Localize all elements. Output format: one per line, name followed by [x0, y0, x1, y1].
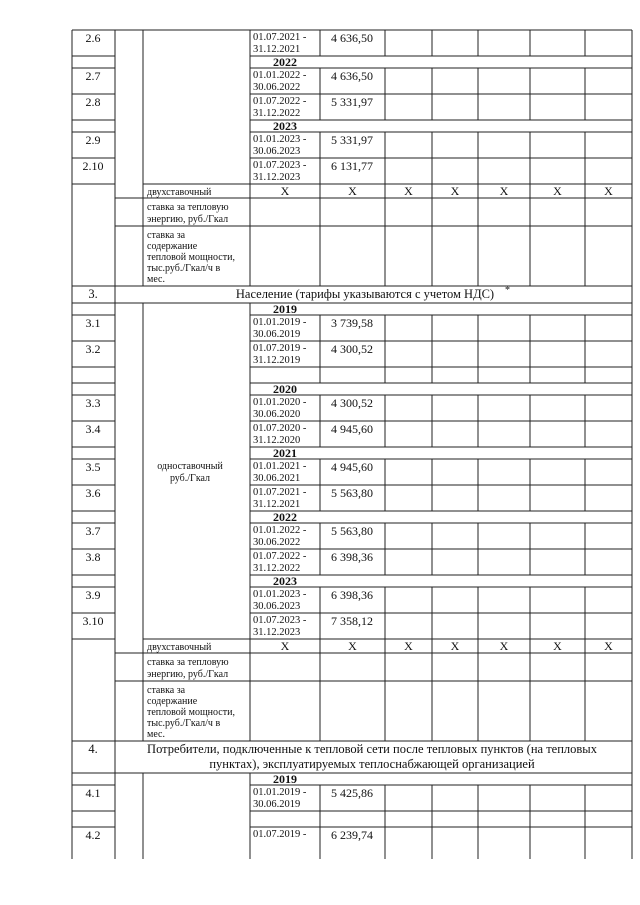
- period-start: 01.07.2023 -: [253, 615, 307, 626]
- period-start: 01.07.2020 -: [253, 423, 307, 434]
- year-heading: 2021: [273, 446, 297, 460]
- period-end: 30.06.2021: [253, 473, 301, 484]
- tariff-value: 4 945,60: [331, 422, 373, 436]
- energy-rate-label: ставка за тепловую: [147, 202, 229, 213]
- tariff-value: 7 358,12: [331, 614, 373, 628]
- year-heading: 2023: [273, 574, 297, 588]
- not-applicable-mark: X: [280, 639, 290, 653]
- section-title: Население (тарифы указываются с учетом НДС): [235, 287, 495, 301]
- period-end: 31.12.2022: [253, 108, 301, 119]
- period-start: 01.01.2020 -: [253, 397, 307, 408]
- not-applicable-mark: X: [404, 639, 413, 653]
- tariff-value: 4 636,50: [331, 69, 373, 83]
- row-number: 3.8: [85, 550, 101, 564]
- capacity-rate-label: содержание: [147, 241, 198, 252]
- period-end: 31.12.2021: [253, 44, 301, 55]
- capacity-rate-label: тыс.руб./Гкал/ч в: [147, 718, 221, 729]
- not-applicable-mark: X: [604, 184, 613, 198]
- capacity-rate-label: тыс.руб./Гкал/ч в: [147, 263, 221, 274]
- period-start: 01.01.2021 -: [253, 461, 307, 472]
- period-end: 31.12.2019: [253, 355, 301, 366]
- tariff-value: 4 636,50: [331, 31, 373, 45]
- year-heading: 2019: [273, 302, 297, 316]
- two-part-label: двухставочный: [147, 187, 212, 198]
- period-start: 01.01.2023 -: [253, 589, 307, 600]
- not-applicable-mark: X: [499, 184, 509, 198]
- tariff-value: 6 398,36: [331, 550, 373, 564]
- period-start: 01.01.2022 -: [253, 70, 307, 81]
- section-title-line-1: Потребители, подключенные к тепловой сети после тепловых пунктов (на тепловых: [147, 742, 597, 756]
- period-end: 30.06.2022: [253, 82, 301, 93]
- not-applicable-mark: X: [450, 639, 460, 653]
- section-number: 3.: [88, 287, 98, 301]
- not-applicable-mark: X: [604, 639, 613, 653]
- capacity-rate-label: тепловой мощности,: [147, 252, 235, 263]
- period-end: 30.06.2019: [253, 329, 301, 340]
- tariff-value: 3 739,58: [331, 316, 373, 330]
- energy-rate-label: ставка за тепловую: [147, 657, 229, 668]
- year-heading: 2019: [273, 772, 297, 786]
- year-heading: 2020: [273, 382, 297, 396]
- row-number: 2.9: [85, 133, 101, 147]
- period-start: 01.07.2019 -: [253, 343, 307, 354]
- period-end: 31.12.2023: [253, 627, 301, 638]
- not-applicable-mark: X: [553, 184, 562, 198]
- energy-rate-label: энергию, руб./Гкал: [147, 669, 229, 680]
- period-start: 01.07.2022 -: [253, 551, 307, 562]
- period-start: 01.07.2021 -: [253, 32, 307, 43]
- two-part-label: двухставочный: [147, 642, 212, 653]
- capacity-rate-label: мес.: [147, 729, 165, 740]
- period-start: 01.07.2022 -: [253, 96, 307, 107]
- row-number: 3.3: [85, 396, 101, 410]
- tariff-value: 5 563,80: [331, 486, 373, 500]
- not-applicable-mark: X: [348, 639, 357, 653]
- period-start: 01.01.2019 -: [253, 787, 307, 798]
- period-start: 01.01.2019 -: [253, 317, 307, 328]
- row-number: 3.4: [85, 422, 101, 436]
- period-start: 01.01.2022 -: [253, 525, 307, 536]
- energy-rate-label: энергию, руб./Гкал: [147, 214, 229, 225]
- one-part-label: руб./Гкал: [169, 473, 211, 484]
- tariff-value: 5 563,80: [331, 524, 373, 538]
- period-end: 30.06.2019: [253, 799, 301, 810]
- row-number: 2.8: [85, 95, 101, 109]
- year-heading: 2023: [273, 119, 297, 133]
- one-part-label: одноставочный: [157, 461, 223, 472]
- row-number: 4.2: [85, 828, 101, 842]
- row-number: 3.2: [85, 342, 101, 356]
- period-end: 30.06.2022: [253, 537, 301, 548]
- tariff-value: 6 131,77: [331, 159, 373, 173]
- not-applicable-mark: X: [553, 639, 562, 653]
- tariff-value: 4 300,52: [331, 342, 373, 356]
- row-number: 3.7: [85, 524, 101, 538]
- section-title-line-2: пунктах), эксплуатируемых теплоснабжающей организацией: [209, 757, 535, 771]
- period-start: 01.07.2021 -: [253, 487, 307, 498]
- not-applicable-mark: X: [348, 184, 357, 198]
- year-heading: 2022: [273, 510, 297, 524]
- not-applicable-mark: X: [404, 184, 413, 198]
- row-number: 2.7: [85, 69, 101, 83]
- row-number: 3.5: [85, 460, 101, 474]
- period-start: 01.01.2023 -: [253, 134, 307, 145]
- row-number: 3.1: [85, 316, 101, 330]
- tariff-value: 4 945,60: [331, 460, 373, 474]
- row-number: 4.1: [85, 786, 101, 800]
- not-applicable-mark: X: [499, 639, 509, 653]
- capacity-rate-label: тепловой мощности,: [147, 707, 235, 718]
- tariff-value: 5 425,86: [331, 786, 373, 800]
- period-end: 31.12.2021: [253, 499, 301, 510]
- tariff-value: 5 331,97: [331, 95, 373, 109]
- year-heading: 2022: [273, 55, 297, 69]
- period-start: 01.07.2023 -: [253, 160, 307, 171]
- footnote-mark: *: [505, 285, 510, 296]
- period-end: 30.06.2023: [253, 601, 301, 612]
- period-end: 31.12.2022: [253, 563, 301, 574]
- period-end: 31.12.2023: [253, 172, 301, 183]
- row-number: 2.6: [85, 31, 101, 45]
- row-number: 3.6: [85, 486, 101, 500]
- period-start: 01.07.2019 -: [253, 829, 307, 840]
- row-number: 3.10: [82, 614, 104, 628]
- row-number: 3.9: [85, 588, 101, 602]
- tariff-value: 5 331,97: [331, 133, 373, 147]
- period-end: 30.06.2020: [253, 409, 301, 420]
- not-applicable-mark: X: [280, 184, 290, 198]
- section-number: 4.: [88, 742, 98, 756]
- capacity-rate-label: мес.: [147, 274, 165, 285]
- period-end: 31.12.2020: [253, 435, 301, 446]
- capacity-rate-label: ставка за: [147, 685, 186, 696]
- tariff-value: 4 300,52: [331, 396, 373, 410]
- row-number: 2.10: [82, 159, 104, 173]
- tariff-value: 6 239,74: [331, 828, 373, 842]
- not-applicable-mark: X: [450, 184, 460, 198]
- capacity-rate-label: ставка за: [147, 230, 186, 241]
- capacity-rate-label: содержание: [147, 696, 198, 707]
- period-end: 30.06.2023: [253, 146, 301, 157]
- tariff-value: 6 398,36: [331, 588, 373, 602]
